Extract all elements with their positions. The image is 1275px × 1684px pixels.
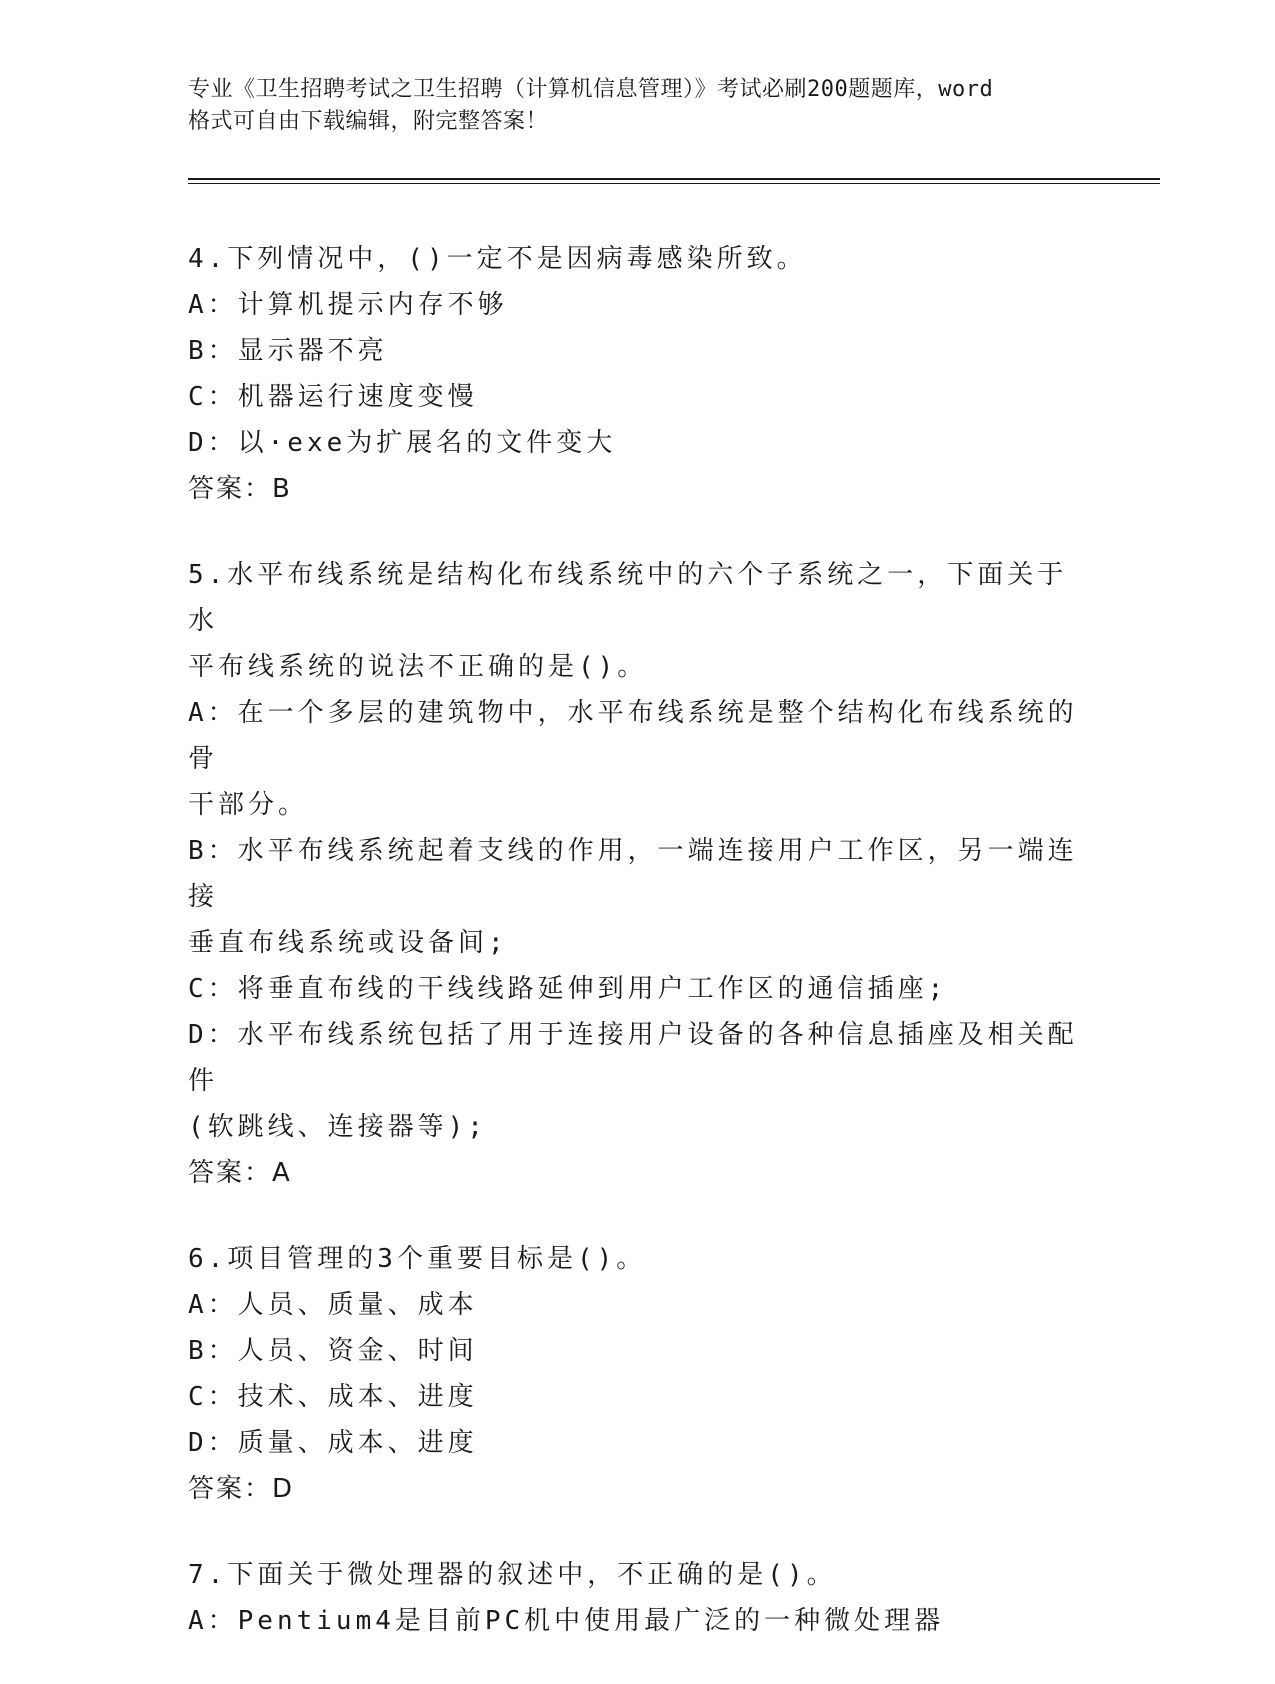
answer-key: 答案：A — [188, 1158, 292, 1188]
option-b-continued: 垂直布线系统或设备间; — [188, 928, 508, 958]
header-line-1: 专业《卫生招聘考试之卫生招聘（计算机信息管理）》考试必刷200题题库，word — [188, 77, 994, 102]
document-header — [188, 74, 1088, 138]
option-c: C：技术、成本、进度 — [188, 1382, 478, 1412]
answer-key: 答案：B — [188, 474, 292, 504]
question-stem-continued: 平布线系统的说法不正确的是()。 — [188, 652, 648, 682]
header-divider-thin — [188, 183, 1160, 184]
header-line-2: 格式可自由下载编辑，附完整答案！ — [188, 109, 549, 134]
header-divider-thick — [188, 178, 1160, 180]
option-a: A：人员、质量、成本 — [188, 1290, 478, 1320]
option-b: B：人员、资金、时间 — [188, 1336, 478, 1366]
option-c: C：机器运行速度变慢 — [188, 382, 478, 412]
question-stem: 7.下面关于微处理器的叙述中，不正确的是()。 — [188, 1560, 837, 1590]
option-a-continued: 干部分。 — [188, 790, 309, 820]
option-b: B：显示器不亮 — [188, 336, 388, 366]
answer-key: 答案：D — [188, 1474, 295, 1504]
question-4 — [188, 236, 1088, 512]
question-stem: 6.项目管理的3个重要目标是()。 — [188, 1244, 647, 1274]
option-d-continued: (软跳线、连接器等); — [188, 1112, 487, 1142]
question-stem: 4.下列情况中，()一定不是因病毒感染所致。 — [188, 244, 807, 274]
option-b: B：水平布线系统起着支线的作用，一端连接用户工作区，另一端连接 — [188, 836, 1078, 912]
question-7 — [188, 1552, 1088, 1644]
option-c: C：将垂直布线的干线线路延伸到用户工作区的通信插座; — [188, 974, 948, 1004]
question-6 — [188, 1236, 1088, 1512]
option-d: D：以·exe为扩展名的文件变大 — [188, 428, 617, 458]
option-a: A：在一个多层的建筑物中，水平布线系统是整个结构化布线系统的骨 — [188, 698, 1078, 774]
option-d: D：质量、成本、进度 — [188, 1428, 478, 1458]
option-a: A：Pentium4是目前PC机中使用最广泛的一种微处理器 — [188, 1606, 945, 1636]
option-d: D：水平布线系统包括了用于连接用户设备的各种信息插座及相关配件 — [188, 1020, 1078, 1096]
question-stem: 5.水平布线系统是结构化布线系统中的六个子系统之一，下面关于水 — [188, 560, 1068, 636]
option-a: A：计算机提示内存不够 — [188, 290, 508, 320]
question-5 — [188, 552, 1088, 1196]
question-list — [188, 236, 1088, 1684]
